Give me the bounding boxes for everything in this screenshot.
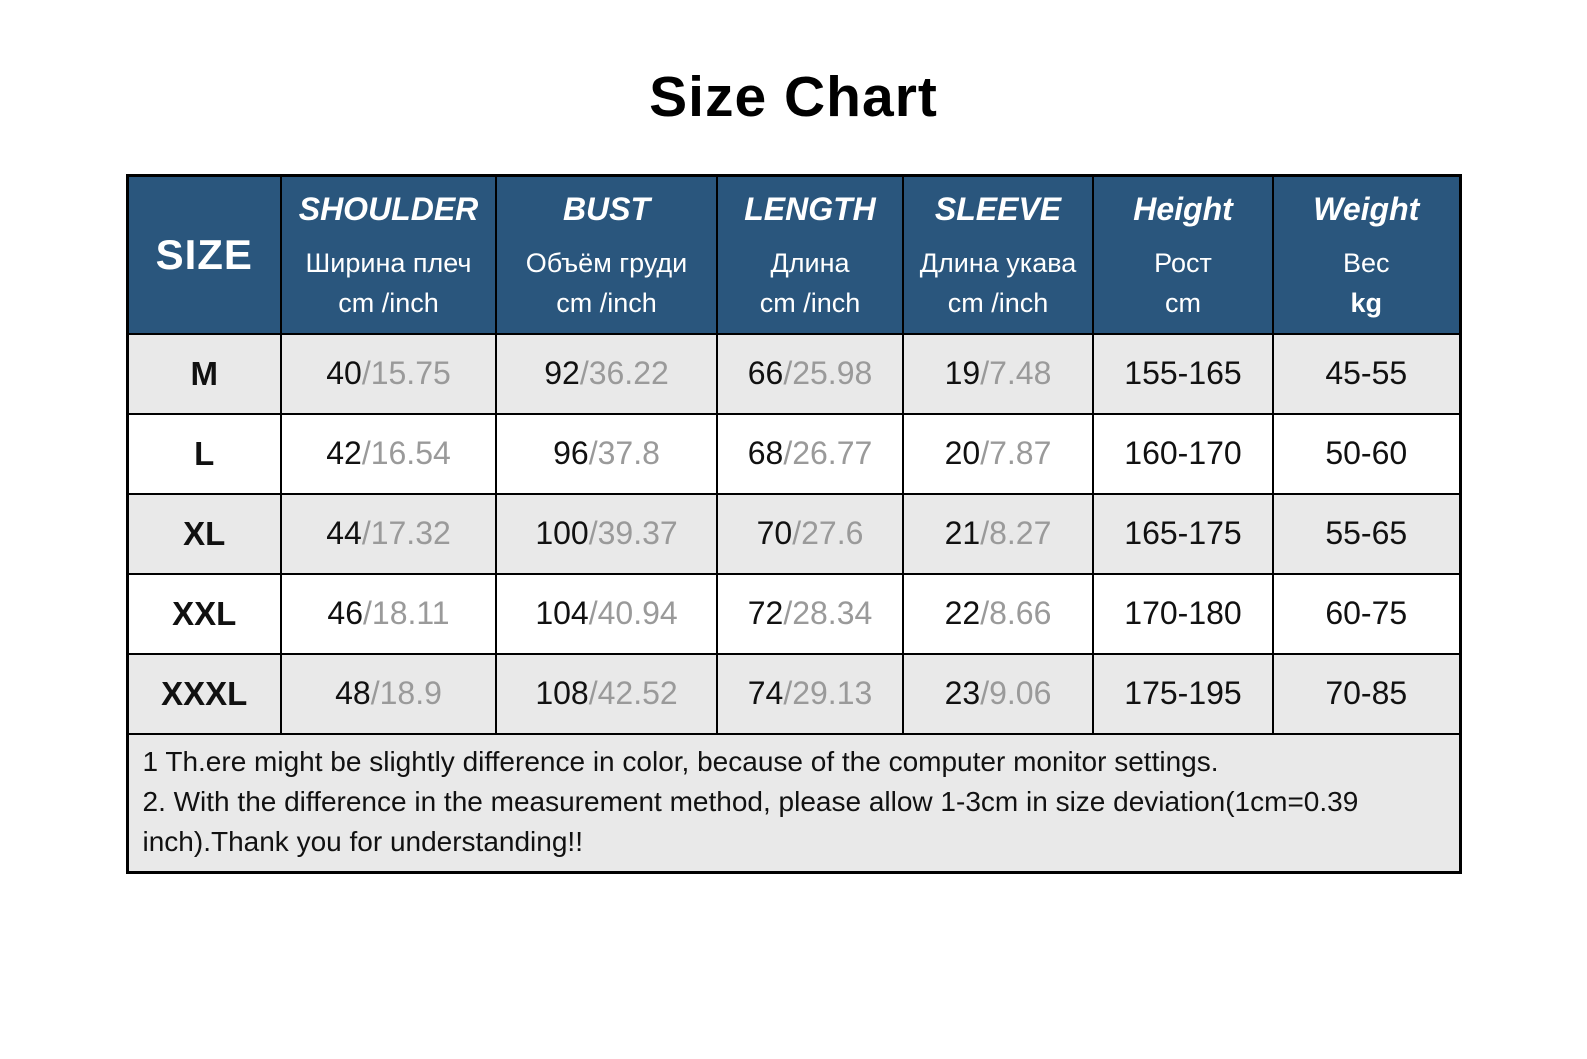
cell-bust xyxy=(496,654,717,734)
column-header-height xyxy=(1093,176,1273,334)
column-title: Height xyxy=(1133,191,1233,228)
value-inch: 39.37 xyxy=(597,515,678,551)
value-inch: 7.87 xyxy=(989,435,1052,471)
value-separator: / xyxy=(363,595,372,631)
value-inch: 27.6 xyxy=(801,515,864,551)
column-header-length xyxy=(717,176,903,334)
table-header xyxy=(127,176,1460,334)
cell-shoulder xyxy=(281,654,496,734)
value-separator: / xyxy=(783,595,793,631)
value-separator: / xyxy=(579,355,589,391)
value-separator: / xyxy=(980,355,990,391)
cell-sleeve xyxy=(903,654,1093,734)
column-title: SHOULDER xyxy=(298,191,479,228)
value-inch: 18.9 xyxy=(379,675,442,711)
cell-height: 155-165 xyxy=(1093,334,1273,414)
value-inch: 36.22 xyxy=(588,355,669,391)
value-separator: / xyxy=(361,355,371,391)
cell-bust xyxy=(496,334,717,414)
cell-weight: 50-60 xyxy=(1273,414,1460,494)
table-row-xxl xyxy=(127,574,1460,654)
value-cm: 70 xyxy=(756,515,793,551)
column-title: BUST xyxy=(562,191,651,228)
cell-sleeve xyxy=(903,494,1093,574)
column-header-bust xyxy=(496,176,717,334)
cell-length xyxy=(717,654,903,734)
value-inch: 9.06 xyxy=(989,675,1052,711)
value-cm: 104 xyxy=(535,595,589,631)
value-cm: 100 xyxy=(535,515,589,551)
size-label: XXL xyxy=(127,574,281,654)
page-title: Size Chart xyxy=(649,65,938,129)
cell-shoulder xyxy=(281,494,496,574)
value-separator: / xyxy=(980,675,990,711)
column-header-sleeve xyxy=(903,176,1093,334)
table-row-m xyxy=(127,334,1460,414)
table-row-xxxl xyxy=(127,654,1460,734)
value-cm: 108 xyxy=(535,675,589,711)
value-cm: 19 xyxy=(944,355,981,391)
size-label: XL xyxy=(127,494,281,574)
cell-weight: 60-75 xyxy=(1273,574,1460,654)
value-inch: 28.34 xyxy=(792,595,873,631)
value-cm: 20 xyxy=(944,435,981,471)
cell-length xyxy=(717,574,903,654)
size-chart-table xyxy=(126,174,1462,874)
value-inch: 26.77 xyxy=(792,435,873,471)
notes xyxy=(127,734,1460,873)
value-inch: 29.13 xyxy=(792,675,873,711)
value-separator: / xyxy=(361,515,371,551)
value-separator: / xyxy=(588,595,598,631)
value-separator: / xyxy=(980,515,990,551)
cell-weight: 45-55 xyxy=(1273,334,1460,414)
value-cm: 72 xyxy=(747,595,784,631)
size-label: XXXL xyxy=(127,654,281,734)
value-separator: / xyxy=(792,515,802,551)
column-title: SLEEVE xyxy=(934,191,1062,228)
cell-shoulder xyxy=(281,334,496,414)
value-separator: / xyxy=(783,355,793,391)
cell-weight: 70-85 xyxy=(1273,654,1460,734)
cell-bust xyxy=(496,494,717,574)
note-line-2: 2. With the difference in the measurement method, please allow 1-3cm in size deviation(1cm=0.39 inch).Thank you for understanding!! xyxy=(142,785,1359,857)
notes-row xyxy=(127,734,1460,873)
value-cm: 23 xyxy=(944,675,981,711)
cell-sleeve xyxy=(903,334,1093,414)
column-subtitle-ru: Длина укава xyxy=(919,248,1077,279)
column-subtitle-ru: Длина xyxy=(770,248,850,279)
value-cm: 42 xyxy=(326,435,362,471)
value-separator: / xyxy=(783,435,793,471)
value-separator: / xyxy=(588,435,598,471)
value-inch: 17.32 xyxy=(370,515,451,551)
column-unit: kg xyxy=(1350,288,1382,319)
column-title: LENGTH xyxy=(744,191,876,228)
cell-height: 170-180 xyxy=(1093,574,1273,654)
column-header-weight xyxy=(1273,176,1460,334)
value-cm: 92 xyxy=(544,355,580,391)
value-cm: 21 xyxy=(944,515,981,551)
value-cm: 44 xyxy=(326,515,362,551)
cell-shoulder xyxy=(281,574,496,654)
column-unit: cm /inch xyxy=(556,288,657,319)
cell-sleeve xyxy=(903,414,1093,494)
table-row-l xyxy=(127,414,1460,494)
value-inch: 25.98 xyxy=(792,355,873,391)
value-separator: / xyxy=(361,435,371,471)
cell-shoulder xyxy=(281,414,496,494)
size-label: M xyxy=(127,334,281,414)
value-inch: 37.8 xyxy=(597,435,660,471)
column-subtitle-ru: Ширина плеч xyxy=(305,248,472,279)
value-separator: / xyxy=(588,515,598,551)
cell-bust xyxy=(496,574,717,654)
value-separator: / xyxy=(370,675,380,711)
value-cm: 48 xyxy=(335,675,371,711)
note-line-1: 1 Th.ere might be slightly difference in color, because of the computer monitor settings. xyxy=(142,745,1219,777)
value-cm: 68 xyxy=(747,435,784,471)
value-separator: / xyxy=(980,595,990,631)
column-unit: cm /inch xyxy=(947,288,1049,319)
table-row-xl xyxy=(127,494,1460,574)
cell-height: 175-195 xyxy=(1093,654,1273,734)
cell-height: 165-175 xyxy=(1093,494,1273,574)
value-inch: 18.11 xyxy=(371,595,450,631)
cell-length xyxy=(717,414,903,494)
value-inch: 8.66 xyxy=(989,595,1052,631)
value-cm: 46 xyxy=(327,595,363,631)
column-subtitle-ru: Рост xyxy=(1154,248,1212,279)
value-cm: 74 xyxy=(747,675,784,711)
column-header-size xyxy=(127,176,281,334)
value-cm: 40 xyxy=(326,355,362,391)
cell-bust xyxy=(496,414,717,494)
value-cm: 66 xyxy=(747,355,784,391)
column-unit: cm /inch xyxy=(338,288,439,319)
size-label: L xyxy=(127,414,281,494)
value-inch: 7.48 xyxy=(989,355,1052,391)
value-inch: 15.75 xyxy=(370,355,451,391)
column-title: Weight xyxy=(1313,191,1420,228)
value-inch: 16.54 xyxy=(370,435,451,471)
cell-sleeve xyxy=(903,574,1093,654)
value-separator: / xyxy=(783,675,793,711)
value-inch: 42.52 xyxy=(597,675,678,711)
value-cm: 22 xyxy=(944,595,981,631)
column-subtitle-ru: Объём груди xyxy=(525,248,688,279)
cell-length xyxy=(717,494,903,574)
cell-length xyxy=(717,334,903,414)
value-separator: / xyxy=(980,435,990,471)
table-body xyxy=(127,334,1460,873)
column-unit: cm xyxy=(1165,288,1201,319)
column-unit: cm /inch xyxy=(759,288,861,319)
cell-height: 160-170 xyxy=(1093,414,1273,494)
value-separator: / xyxy=(588,675,598,711)
cell-weight: 55-65 xyxy=(1273,494,1460,574)
value-inch: 40.94 xyxy=(597,595,678,631)
column-title: SIZE xyxy=(155,230,253,278)
value-cm: 96 xyxy=(553,435,589,471)
column-header-shoulder xyxy=(281,176,496,334)
value-inch: 8.27 xyxy=(989,515,1052,551)
column-subtitle-ru: Вес xyxy=(1342,248,1390,279)
